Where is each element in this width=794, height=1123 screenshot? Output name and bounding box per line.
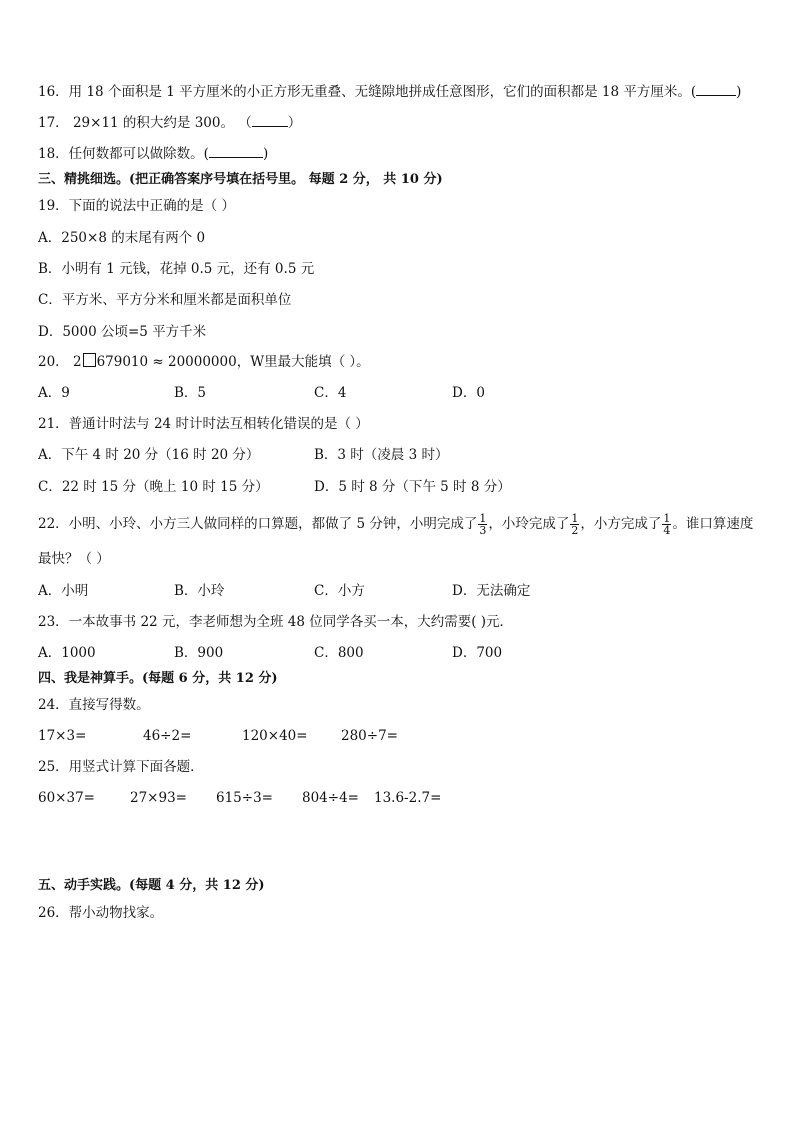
calc-item: 27×93= (130, 790, 187, 806)
calc-item: 60×37= (38, 790, 95, 806)
question-19-option-a: A．250×8 的末尾有两个 0 (38, 230, 206, 246)
question-19-option-b: B．小明有 1 元钱，花掉 0.5 元，还有 0.5 元 (38, 261, 315, 277)
question-22-option-d: D．无法确定 (452, 583, 531, 599)
question-26-stem: 26．帮小动物找家。 (38, 905, 164, 921)
section-heading-5: 五、动手实践。(每题 4 分，共 12 分) (38, 878, 265, 893)
question-21-option-b: B．3 时（凌晨 3 时） (314, 447, 449, 463)
question-21-option-a: A．下午 4 时 20 分（16 时 20 分） (38, 447, 260, 463)
answer-blank[interactable] (209, 145, 263, 158)
question-16: 16．用 18 个面积是 1 平方厘米的小正方形无重叠、无缝隙地拼成任意图形，它们的面积都是 18 平方厘米。( ) (38, 84, 742, 100)
question-22-option-b: B．小玲 (174, 583, 225, 599)
question-23-stem: 23．一本故事书 22 元，李老师想为全班 48 位同学各买一本，大约需要( )元． (38, 614, 514, 630)
question-22-option-c: C．小方 (314, 583, 365, 599)
question-21-option-d: D．5 时 8 分（下午 5 时 8 分） (314, 479, 511, 495)
question-20-option-a: A．9 (38, 385, 70, 401)
blank-square-icon (83, 353, 96, 367)
question-20-option-d: D．0 (452, 385, 485, 401)
fraction-one-half: $\frac{1}{2}$ (571, 512, 579, 537)
question-18: 18．任何数都可以做除数。( ) (38, 146, 269, 162)
calc-item: 804÷4= (302, 790, 359, 806)
question-23-option-a: A．1000 (38, 645, 96, 661)
question-22-stem-line2: 最快？（ ） (38, 551, 110, 567)
calc-item: 615÷3= (216, 790, 273, 806)
section-heading-3: 三、精挑细选。(把正确答案序号填在括号里。 每题 2 分， 共 10 分) (38, 172, 443, 187)
question-19-stem: 19．下面的说法中正确的是（ ） (38, 198, 235, 214)
question-24-stem: 24．直接写得数。 (38, 697, 150, 713)
calc-item: 280÷7= (341, 728, 398, 744)
calc-item: 120×40= (242, 728, 308, 744)
calc-item: 13.6-2.7= (374, 790, 442, 806)
question-17: 17． 29×11 的积大约是 300。 （ ） (38, 115, 302, 131)
question-20-option-c: C．4 (314, 385, 347, 401)
answer-blank[interactable] (252, 114, 288, 127)
question-22-option-a: A．小明 (38, 583, 89, 599)
question-25-stem: 25．用竖式计算下面各题． (38, 759, 204, 775)
question-19-option-d: D．5000 公顷=5 平方千米 (38, 324, 207, 340)
question-23-option-b: B．900 (174, 645, 224, 661)
question-20-stem: 20． 2 679010 ≈ 20000000，W里最大能填（ ）。 (38, 354, 370, 370)
section-heading-4: 四、我是神算手。(每题 6 分，共 12 分) (38, 671, 278, 686)
question-21-stem: 21．普通计时法与 24 时计时法互相转化错误的是（ ） (38, 416, 369, 432)
question-20-option-b: B．5 (174, 385, 207, 401)
fraction-one-quarter: $\frac{1}{4}$ (663, 512, 671, 537)
question-22-stem: 22．小明、小玲、小方三人做同样的口算题，都做了 5 分钟，小明完成了 $\frac{1}{3}$ ，小玲完成了 $\frac{1}{2}$ ，小方完成了 $\frac{1}{4}$ 。谁口算速度 (38, 512, 754, 537)
question-23-option-d: D．700 (452, 645, 503, 661)
question-21-option-c: C．22 时 15 分（晚上 10 时 15 分） (38, 479, 269, 495)
calc-item: 46÷2= (143, 728, 192, 744)
calc-item: 17×3= (38, 728, 87, 744)
question-23-option-c: C．800 (314, 645, 364, 661)
answer-blank[interactable] (696, 83, 736, 96)
fraction-one-third: $\frac{1}{3}$ (479, 512, 487, 537)
question-19-option-c: C．平方米、平方分米和厘米都是面积单位 (38, 292, 292, 308)
